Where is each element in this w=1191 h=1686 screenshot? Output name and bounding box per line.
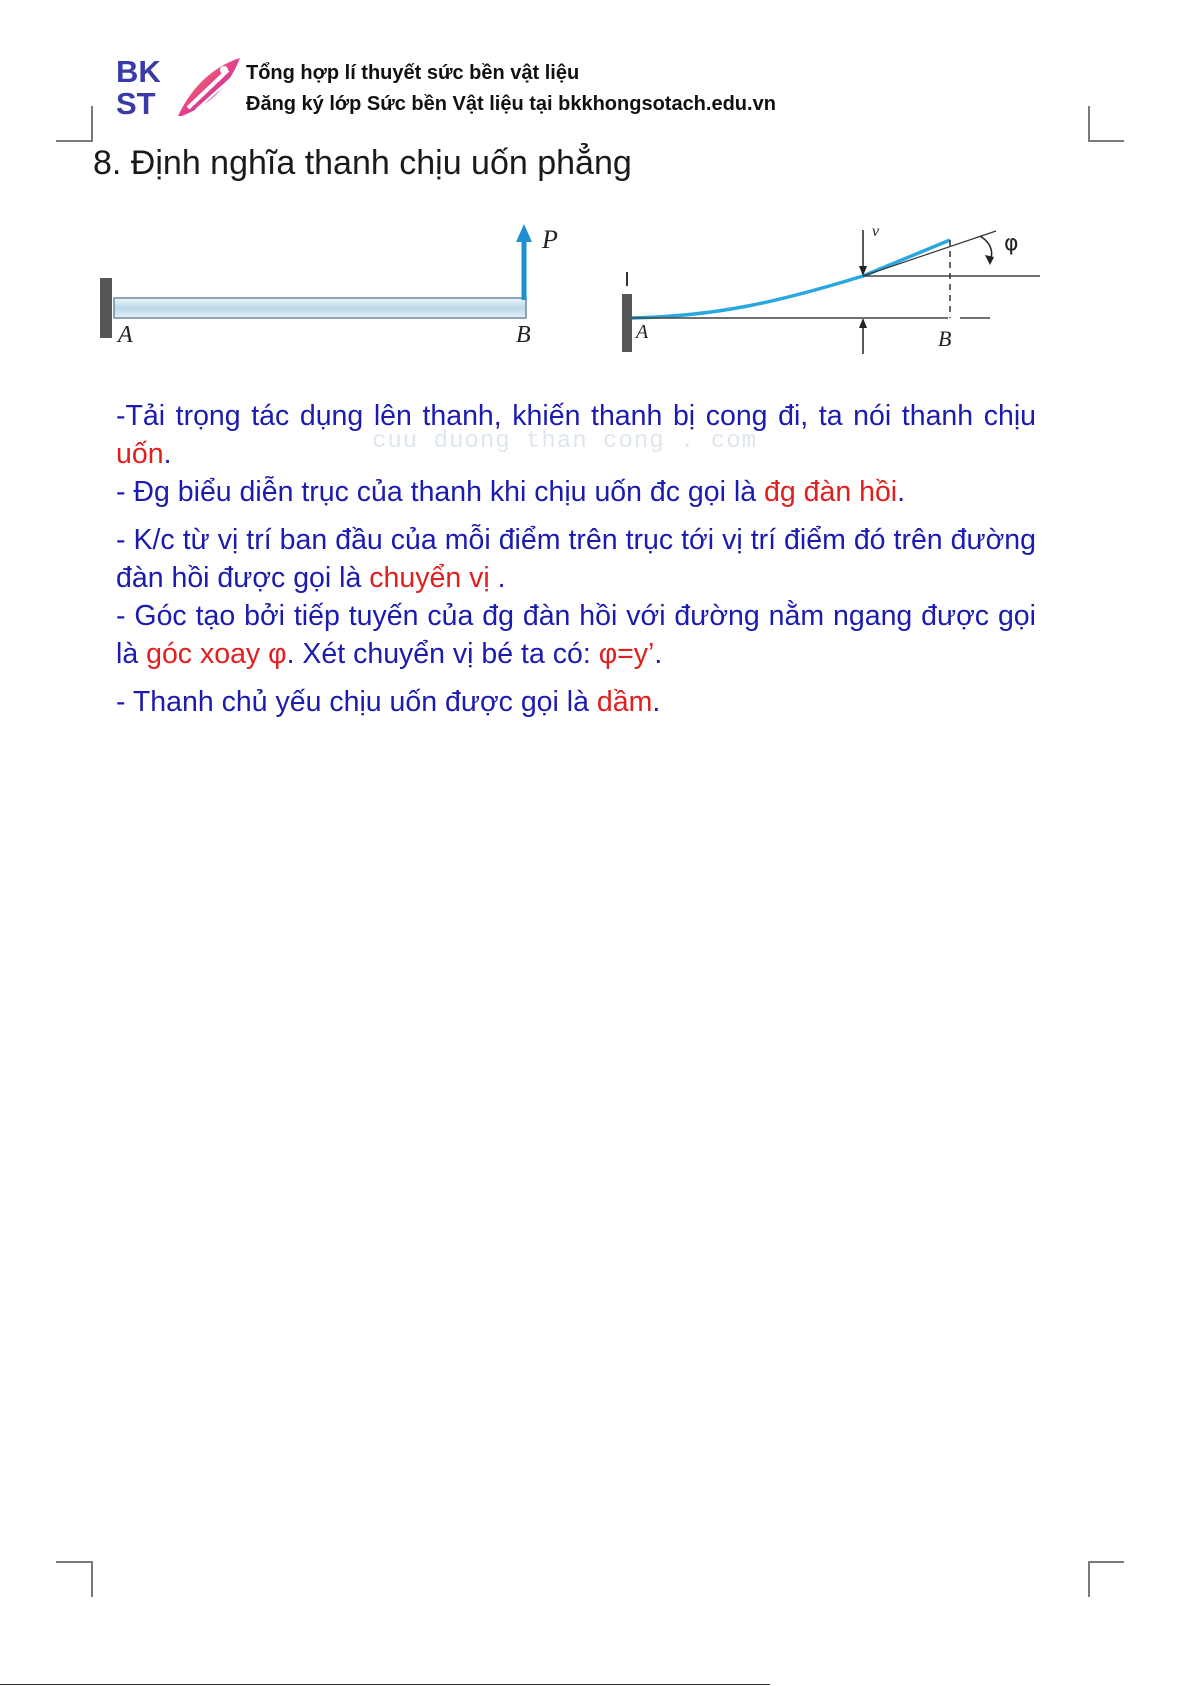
point-label-b: B xyxy=(938,326,952,351)
tangent-line xyxy=(863,231,996,276)
point-label-b: B xyxy=(516,322,531,348)
fixed-support-wall xyxy=(100,278,112,338)
watermark: cuu duong than cong . com xyxy=(372,428,758,455)
header-line-2: Đăng ký lớp Sức bền Vật liệu tại bkkhongsotach.edu.vn xyxy=(246,93,776,115)
point-label-a: A xyxy=(636,321,649,343)
load-arrow-head xyxy=(516,224,532,242)
load-label-p: P xyxy=(542,225,558,254)
bkst-logo xyxy=(116,54,246,118)
fixed-support-wall xyxy=(622,294,632,352)
crop-mark-top-right-v xyxy=(1088,106,1090,142)
deflected-beam-figure xyxy=(608,220,1048,360)
crop-mark-bottom-right-v xyxy=(1088,1561,1090,1597)
beam-bar xyxy=(114,298,526,318)
paragraph-elastic-curve: - Đg biểu diễn trục của thanh khi chịu uốn đc gọi là đg đàn hồi. xyxy=(116,476,906,508)
section-title: 8. Định nghĩa thanh chịu uốn phẳng xyxy=(93,144,632,182)
cantilever-beam-figure xyxy=(98,218,578,348)
svg-text:BK: BK xyxy=(116,54,161,89)
deflection-label-v: v xyxy=(872,223,880,240)
crop-mark-bottom-left-v xyxy=(91,1561,93,1597)
crop-mark-top-right-h xyxy=(1088,140,1124,142)
paragraph-bending-definition: -Tải trọng tác dụng lên thanh, khiến thanh bị cong đi, ta nói thanh chịu uốn. xyxy=(116,400,1036,470)
crop-mark-bottom-left-h xyxy=(56,1561,92,1563)
definition-content xyxy=(116,397,1036,721)
paragraph-displacement: - K/c từ vị trí ban đầu của mỗi điểm trên trục tới vị trí điểm đó trên đường đàn hồi được gọi là chuyển vị . xyxy=(116,524,1036,594)
page-header xyxy=(246,58,776,120)
point-label-a: A xyxy=(118,322,133,348)
angle-label-phi: φ xyxy=(1004,231,1019,256)
footer-rule xyxy=(0,1684,770,1685)
header-line-1: Tổng hợp lí thuyết sức bền vật liệu xyxy=(246,62,580,84)
paragraph-beam-definition: - Thanh chủ yếu chịu uốn được gọi là dầm. xyxy=(116,686,661,718)
crop-mark-top-left-v xyxy=(91,106,93,142)
crop-mark-bottom-right-h xyxy=(1088,1561,1124,1563)
svg-text:ST: ST xyxy=(116,86,156,118)
paragraph-rotation-angle: - Góc tạo bởi tiếp tuyến của đg đàn hồi với đường nằm ngang được gọi là góc xoay φ. Xét chuyển vị bé ta có: φ=y’. xyxy=(116,600,1036,670)
elastic-curve xyxy=(632,240,950,318)
crop-mark-top-left-h xyxy=(56,140,92,142)
